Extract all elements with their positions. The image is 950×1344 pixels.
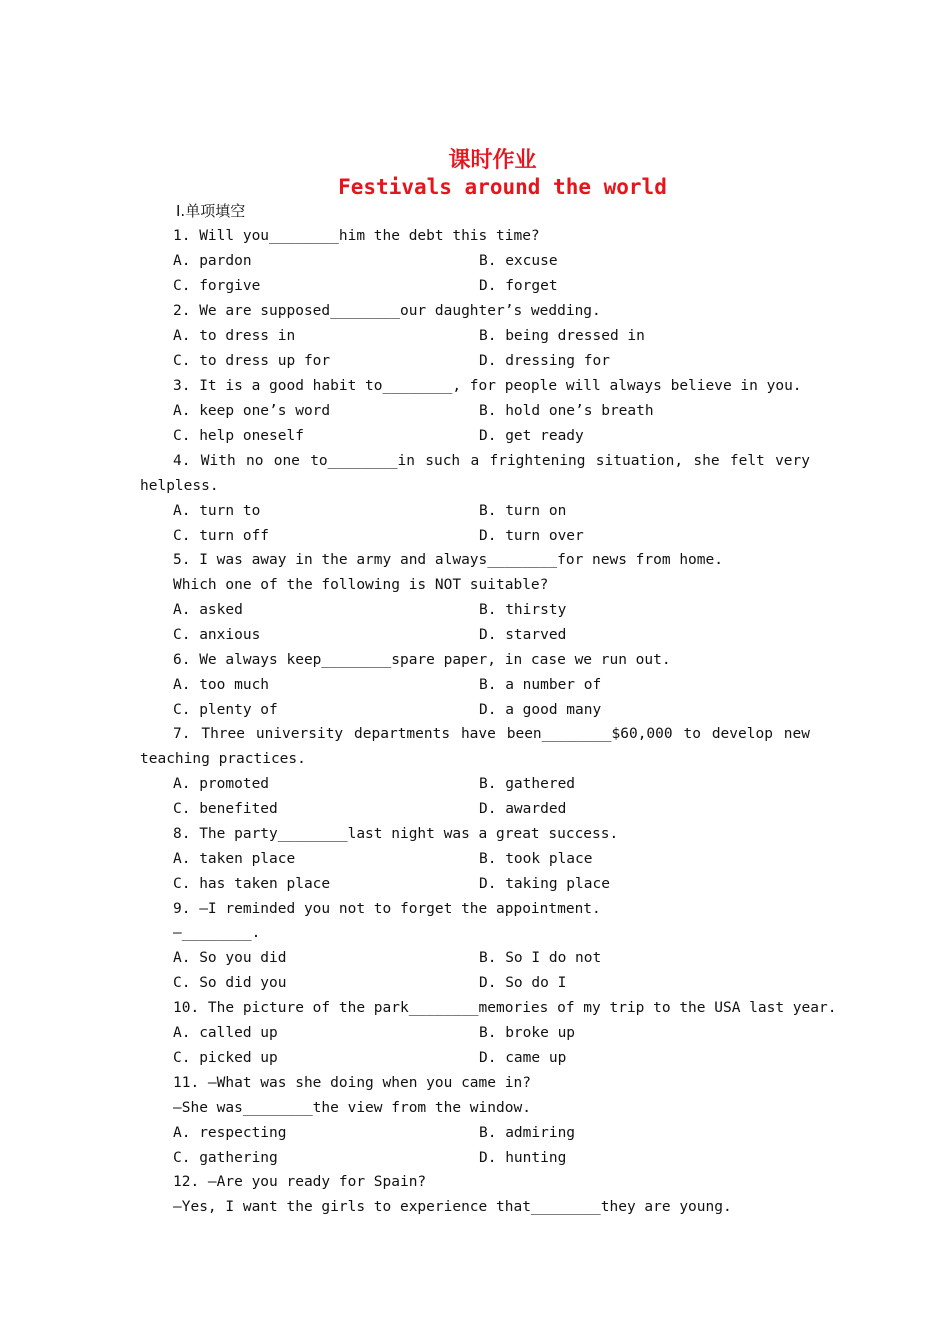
option-a: A. promoted (173, 776, 270, 792)
question-stem: 8. The party________last night was a great success. (173, 826, 619, 842)
question-stem: 4. With no one to________in such a frightening situation, she felt very (173, 453, 810, 469)
question-stem-continuation: helpless. (140, 478, 219, 494)
page-title-chinese: 课时作业 (448, 148, 537, 173)
question-stem: 1. Will you________him the debt this time? (173, 228, 540, 244)
option-b: B. hold one’s breath (479, 403, 654, 419)
option-c: C. help oneself (173, 428, 304, 444)
question-stem-continuation: Which one of the following is NOT suitable? (173, 577, 549, 593)
option-d: D. So do I (479, 975, 567, 991)
option-c: C. gathering (173, 1150, 278, 1166)
section-heading: Ⅰ.单项填空 (176, 202, 246, 220)
option-b: B. took place (479, 851, 593, 867)
option-d: D. turn over (479, 528, 584, 544)
option-c: C. has taken place (173, 876, 331, 892)
option-a: A. pardon (173, 253, 252, 269)
option-d: D. came up (479, 1050, 567, 1066)
option-b: B. being dressed in (479, 328, 645, 344)
option-a: A. turn to (173, 503, 261, 519)
option-c: C. picked up (173, 1050, 278, 1066)
option-a: A. keep one’s word (173, 403, 331, 419)
question-stem-continuation: —Yes, I want the girls to experience that________they are young. (173, 1199, 732, 1215)
option-b: B. a number of (479, 677, 602, 693)
question-stem: 7. Three university departments have been________$60,000 to develop new (173, 726, 810, 742)
option-b: B. turn on (479, 503, 567, 519)
option-a: A. asked (173, 602, 243, 618)
question-stem: 10. The picture of the park________memories of my trip to the USA last year. (173, 1000, 837, 1016)
option-a: A. called up (173, 1025, 278, 1041)
option-a: A. So you did (173, 950, 287, 966)
question-stem-continuation: —________. (173, 925, 261, 941)
option-d: D. starved (479, 627, 567, 643)
option-d: D. get ready (479, 428, 584, 444)
option-d: D. a good many (479, 702, 602, 718)
option-a: A. taken place (173, 851, 296, 867)
question-stem-continuation: —She was________the view from the window. (173, 1100, 531, 1116)
option-b: B. thirsty (479, 602, 567, 618)
option-c: C. turn off (173, 528, 270, 544)
option-a: A. to dress in (173, 328, 296, 344)
option-d: D. taking place (479, 876, 610, 892)
option-c: C. plenty of (173, 702, 278, 718)
option-c: C. to dress up for (173, 353, 331, 369)
question-stem: 5. I was away in the army and always________for news from home. (173, 552, 723, 568)
option-d: D. dressing for (479, 353, 610, 369)
question-stem: 6. We always keep________spare paper, in case we run out. (173, 652, 671, 668)
option-b: B. admiring (479, 1125, 576, 1141)
question-stem: 3. It is a good habit to________, for people will always believe in you. (173, 378, 802, 394)
question-stem: 12. —Are you ready for Spain? (173, 1174, 427, 1190)
question-stem-continuation: teaching practices. (140, 751, 306, 767)
option-a: A. respecting (173, 1125, 287, 1141)
option-c: C. So did you (173, 975, 287, 991)
option-c: C. benefited (173, 801, 278, 817)
option-b: B. excuse (479, 253, 558, 269)
option-c: C. forgive (173, 278, 261, 294)
question-stem: 11. —What was she doing when you came in? (173, 1075, 531, 1091)
option-b: B. So I do not (479, 950, 602, 966)
option-d: D. hunting (479, 1150, 567, 1166)
question-stem: 2. We are supposed________our daughter’s wedding. (173, 303, 601, 319)
page-title-english: Festivals around the world (338, 175, 667, 199)
question-stem: 9. —I reminded you not to forget the appointment. (173, 901, 601, 917)
option-c: C. anxious (173, 627, 261, 643)
option-b: B. gathered (479, 776, 576, 792)
option-d: D. awarded (479, 801, 567, 817)
option-a: A. too much (173, 677, 270, 693)
option-d: D. forget (479, 278, 558, 294)
option-b: B. broke up (479, 1025, 576, 1041)
